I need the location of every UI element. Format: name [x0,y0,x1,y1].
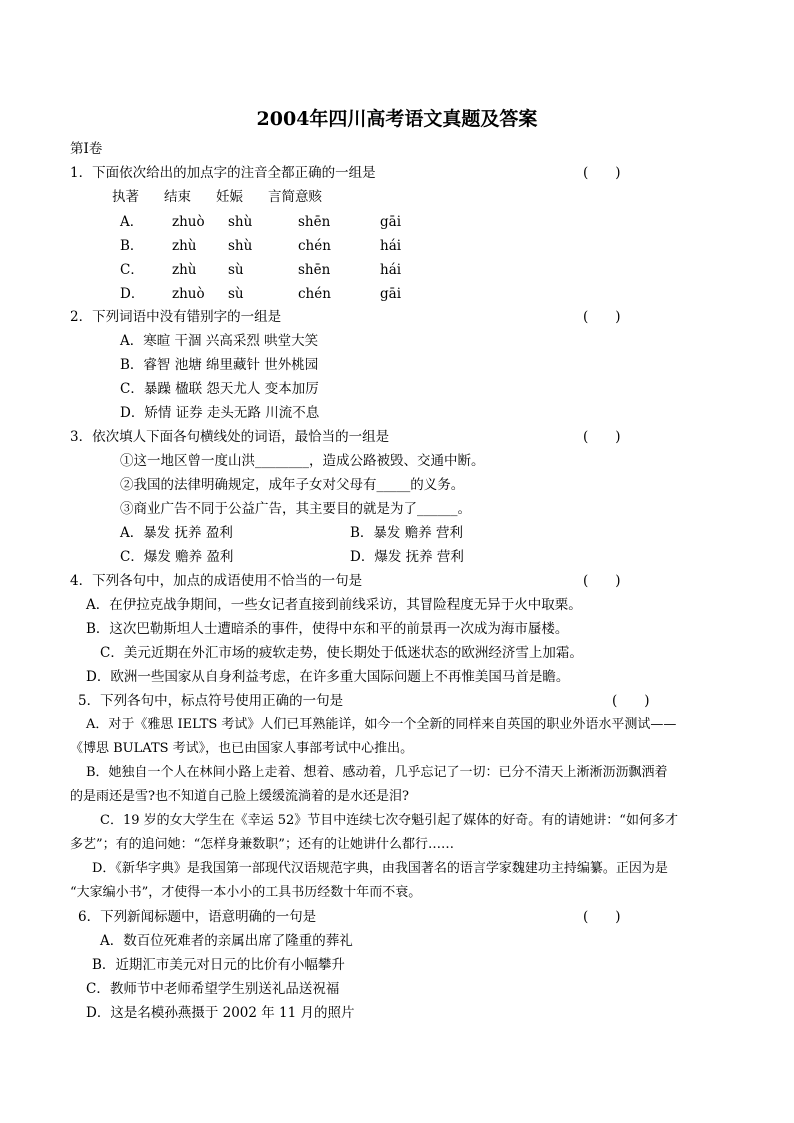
section-label: 第Ⅰ卷 [70,141,103,157]
pinyin: zhuò [172,286,205,302]
q4-option-c: C．美元近期在外汇市场的疲软走势，使长期处于低迷状态的欧洲经济雪上加霜。 [100,645,583,661]
pinyin: zhù [172,262,197,278]
q3-stem: 3．依次填人下面各句横线处的词语，最恰当的一组是 [70,429,390,445]
q5-option-b-line1: B．她独自一个人在林间小路上走着、想着、感动着，几乎忘记了一切：已分不清天上淅淅沥沥飘洒着 [86,765,668,780]
pinyin: shù [228,214,253,230]
q5-option-a-line1: A．对于《雅思 IELTS 考试》人们已耳熟能详，如今一个全新的同样来自英国的职业外语水平测试—— [86,717,677,732]
q4-answer-paren: ( ) [583,573,621,589]
q1-answer-paren: ( ) [583,165,621,181]
q1-option-d [120,285,401,303]
q1-word: 结束 [164,189,191,205]
q3-sentence-3: ③商业广告不同于公益广告，其主要目的就是为了______。 [120,501,471,517]
pinyin: shù [228,238,253,254]
q3-answer-paren: ( ) [583,429,621,445]
q3-option-b: B．暴发 赡养 营利 [350,525,464,541]
q3-option-a: A．暴发 抚养 盈利 [120,525,233,541]
q5-option-a-line2: 《博思 BULATS 考试》，也已由国家人事部考试中心推出。 [70,741,414,756]
q2-option-a: A．寒暄 干涸 兴高采烈 哄堂大笑 [120,333,319,349]
q5-option-c-line1: C．19 岁的女大学生在《幸运 52》节目中连续七次夺魁引起了媒体的好奇。有的请她讲：“如何多才 [100,813,678,828]
q1-option-a [120,213,401,231]
q1-word: 言简意赅 [268,189,322,205]
q5-option-c-line2: 多艺”；有的追问她：“怎样身兼数职”；还有的让她讲什么都行…… [70,837,454,852]
q1-option-b [120,237,401,255]
q2-answer-paren: ( ) [583,309,621,325]
option-label: B． [120,238,144,254]
pinyin: gāi [380,214,402,230]
q5-option-d-line1: D．《新华字典》是我国第一部现代汉语规范字典，由我国著名的语言学家魏建功主持编纂。正因为是 [92,861,668,876]
q6-option-a: A．数百位死难者的亲属出席了隆重的葬礼 [100,933,353,949]
page-title: 2004年四川高考语文真题及答案 [256,108,538,130]
q6-stem: 6．下列新闻标题中，语意明确的一句是 [78,909,317,925]
pinyin: zhù [172,238,197,254]
pinyin: shēn [298,214,331,230]
pinyin: gāi [380,286,402,302]
q3-sentence-2: ②我国的法律明确规定，成年子女对父母有_____的义务。 [120,477,465,493]
q6-answer-paren: ( ) [583,909,621,925]
q1-word: 执著 [112,189,139,205]
q1-words [112,188,322,206]
q3-sentence-1: ①这一地区曾一度山洪________，造成公路被毁、交通中断。 [120,453,485,469]
q1-stem: 1．下面依次给出的加点字的注音全都正确的一组是 [70,165,376,181]
q2-option-b: B．睿智 池塘 绵里藏针 世外桃园 [120,357,319,373]
q5-stem: 5．下列各句中，标点符号使用正确的一句是 [78,693,344,709]
q1-word: 妊娠 [216,189,243,205]
option-label: A． [120,214,144,230]
pinyin: hái [380,262,402,278]
q4-option-b: B．这次巴勒斯坦人士遭暗杀的事件，使得中东和平的前景再一次成为海市蜃楼。 [86,621,569,637]
q1-option-c [120,261,401,279]
q6-option-d: D．这是名模孙燕摄于 2002 年 11 月的照片 [86,1005,355,1021]
q6-option-b: B．近期汇市美元对日元的比价有小幅攀升 [92,957,345,973]
q3-option-c: C．爆发 赡养 盈利 [120,549,234,565]
pinyin: shēn [298,262,331,278]
q3-option-d: D．爆发 抚养 营利 [350,549,464,565]
pinyin: hái [380,238,402,254]
option-label: D． [120,286,145,302]
pinyin: sù [228,262,244,278]
q5-option-d-line2: “大家编小书”，才使得一本小小的工具书历经数十年而不衰。 [70,885,422,900]
q2-stem: 2．下列词语中没有错别字的一组是 [70,309,282,325]
pinyin: zhuò [172,214,205,230]
pinyin: chén [298,238,331,254]
q2-option-c: C．暴躁 楹联 怨天尤人 变本加厉 [120,381,319,397]
pinyin: chén [298,286,331,302]
q4-option-d: D．欧洲一些国家从自身利益考虑，在许多重大国际问题上不再惟美国马首是瞻。 [86,669,570,685]
q2-option-d: D．矫情 证券 走头无路 川流不息 [120,405,320,421]
q5-answer-paren: ( ) [612,693,650,709]
q6-option-c: C．教师节中老师希望学生别送礼品送祝福 [86,981,340,997]
option-label: C． [120,262,144,278]
q5-option-b-line2: 的是雨还是雪?也不知道自己脸上缓缓流淌着的是水还是泪? [70,789,409,804]
q4-option-a: A．在伊拉克战争期间，一些女记者直接到前线采访，其冒险程度无异于火中取栗。 [86,597,582,613]
pinyin: sù [228,286,244,302]
q4-stem: 4．下列各句中，加点的成语使用不恰当的一句是 [70,573,363,589]
